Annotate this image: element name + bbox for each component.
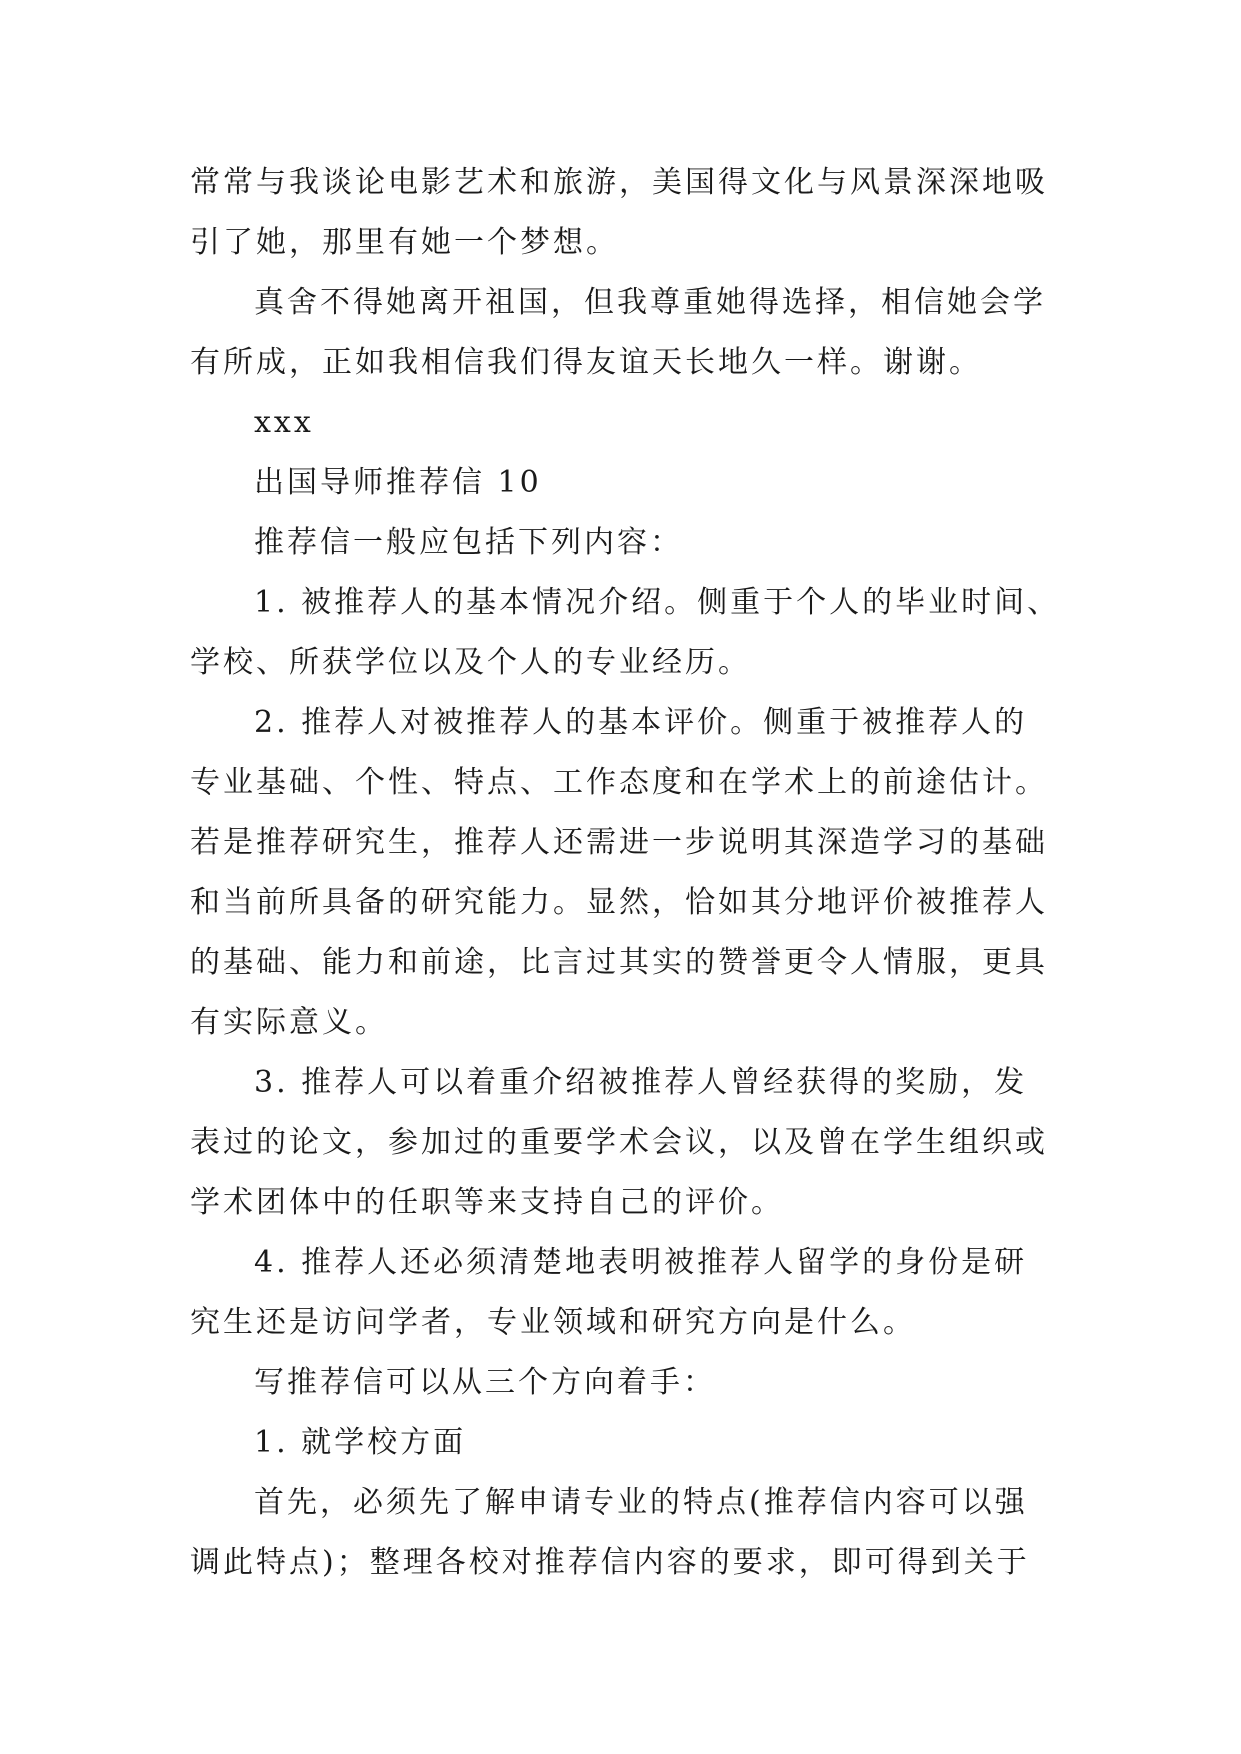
text-line: 究生还是访问学者，专业领域和研究方向是什么。 <box>190 1305 916 1340</box>
text-line: 学校、所获学位以及个人的专业经历。 <box>190 645 751 680</box>
text-line: 常常与我谈论电影艺术和旅游，美国得文化与风景深深地吸 <box>190 165 1048 200</box>
paragraph-start: 写推荐信可以从三个方向着手： <box>254 1365 716 1400</box>
subsection-heading: 1. 就学校方面 <box>254 1425 467 1460</box>
text-line: 引了她，那里有她一个梦想。 <box>190 225 619 260</box>
text-line: 表过的论文，参加过的重要学术会议，以及曾在学生组织或 <box>190 1125 1048 1160</box>
text-line: 若是推荐研究生，推荐人还需进一步说明其深造学习的基础 <box>190 825 1048 860</box>
text-line: 学术团体中的任职等来支持自己的评价。 <box>190 1185 784 1220</box>
section-title: 出国导师推荐信 10 <box>254 465 542 500</box>
text-line: 专业基础、个性、特点、工作态度和在学术上的前途估计。 <box>190 765 1048 800</box>
signature-line: xxx <box>254 405 314 440</box>
text-line: 和当前所具备的研究能力。显然，恰如其分地评价被推荐人 <box>190 885 1048 920</box>
paragraph-start: 真舍不得她离开祖国，但我尊重她得选择，相信她会学 <box>254 285 1046 320</box>
text-line: 有实际意义。 <box>190 1005 388 1040</box>
paragraph-start: 推荐信一般应包括下列内容： <box>254 525 683 560</box>
list-item-2: 2. 推荐人对被推荐人的基本评价。侧重于被推荐人的 <box>254 705 1028 740</box>
text-line: 的基础、能力和前途，比言过其实的赞誉更令人情服，更具 <box>190 945 1048 980</box>
document-body <box>190 153 1060 1593</box>
text-line: 调此特点)；整理各校对推荐信内容的要求，即可得到关于 <box>190 1545 1030 1580</box>
list-item-4: 4. 推荐人还必须清楚地表明被推荐人留学的身份是研 <box>254 1245 1028 1280</box>
list-item-1: 1. 被推荐人的基本情况介绍。侧重于个人的毕业时间、 <box>254 585 1061 620</box>
list-item-3: 3. 推荐人可以着重介绍被推荐人曾经获得的奖励，发 <box>254 1065 1028 1100</box>
text-line: 有所成，正如我相信我们得友谊天长地久一样。谢谢。 <box>190 345 982 380</box>
paragraph-start: 首先，必须先了解申请专业的特点(推荐信内容可以强 <box>254 1485 1028 1520</box>
